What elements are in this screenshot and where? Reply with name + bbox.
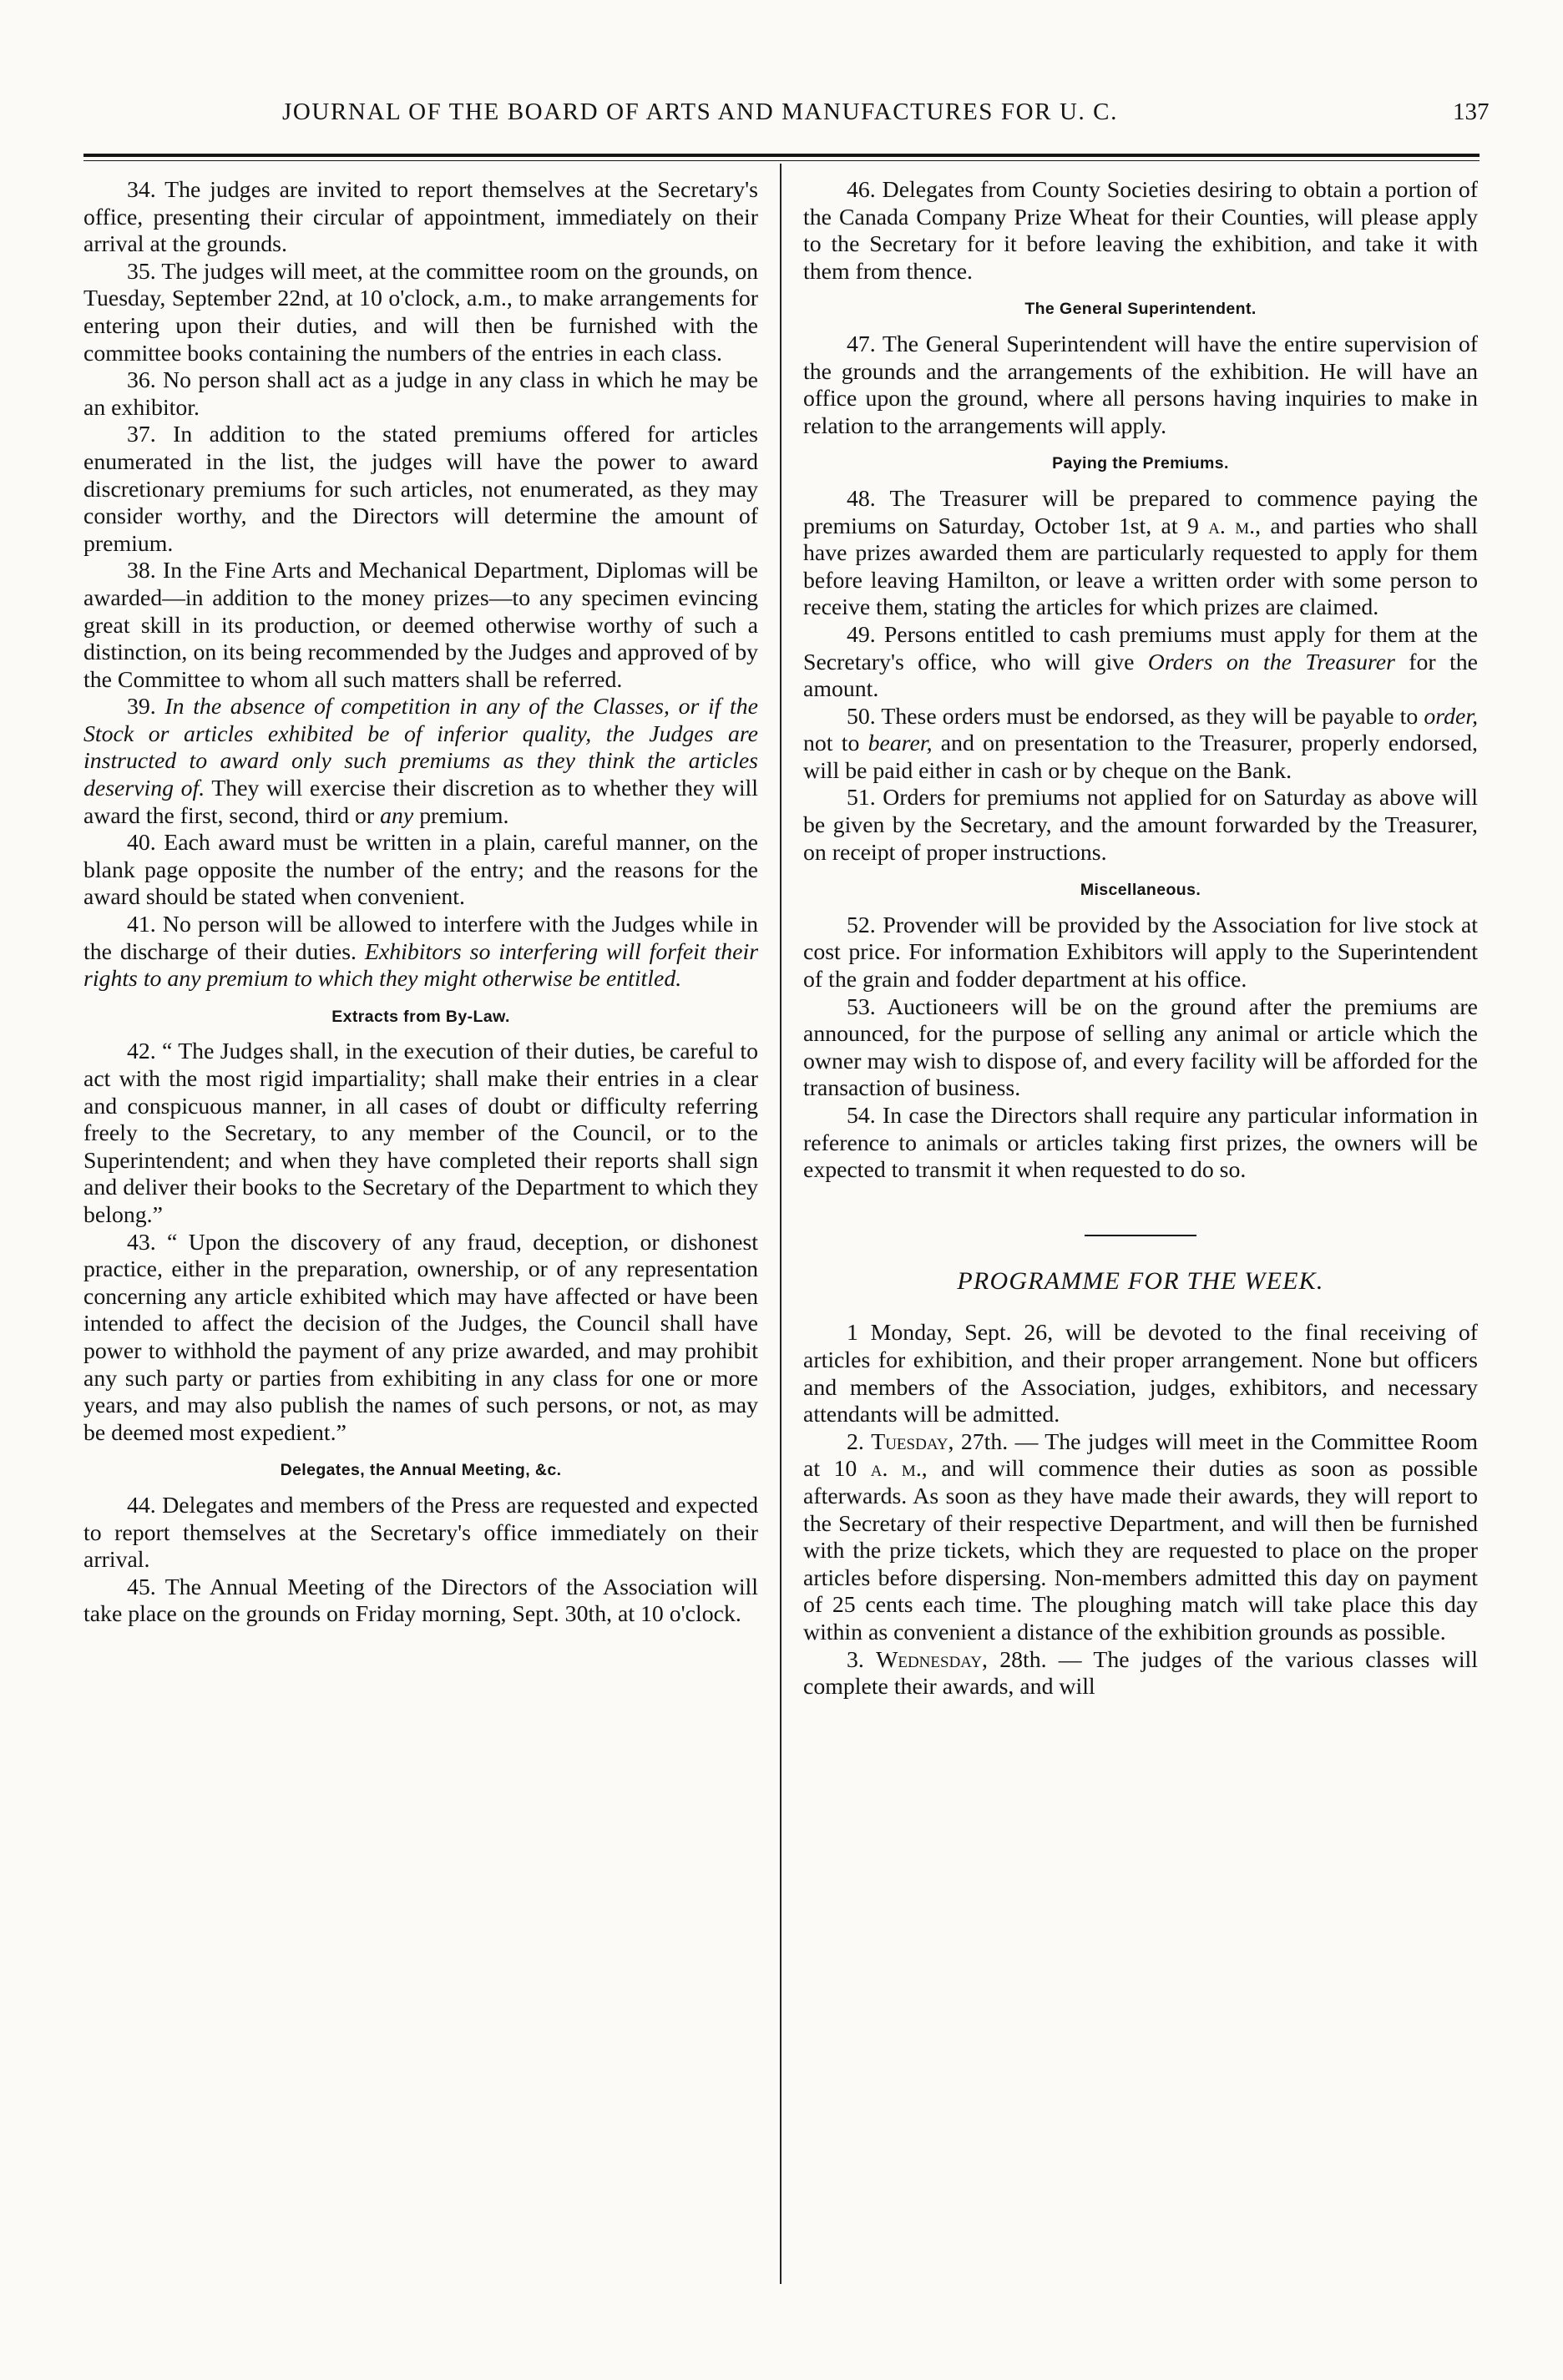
programme-item-2-text-a: , 27th. — The judges will meet in the Committee Room at 10 bbox=[803, 1428, 1478, 1483]
section-rule bbox=[1085, 1235, 1196, 1236]
programme-item-3 bbox=[803, 1647, 1478, 1701]
paragraph-48 bbox=[803, 486, 1478, 622]
running-head: JOURNAL OF THE BOARD OF ARTS AND MANUFACTURES FOR U. C. bbox=[282, 99, 1118, 125]
paragraph-51: 51. Orders for premiums not applied for on Saturday as above will be given by the Secretary, and the amount forwarded by the Treasurer, on receipt of proper instructions. bbox=[803, 785, 1478, 866]
paragraph-43: 43. “ Upon the discovery of any fraud, deception, or dishonest practice, either in the preparation, ownership, or of any representation concerning any article exhibited which may have affected or have been intended to affect the decision of the Judges, the Council shall have power to withhold the payment of any prize awarded, and may prohibit any such party or parties from exhibiting in any class for one or more years, and may also publish the names of such persons, or not, as may be deemed most expedient.” bbox=[83, 1229, 758, 1446]
page-number: 137 bbox=[1453, 99, 1490, 125]
heading-superintendent: The General Superintendent. bbox=[1024, 300, 1257, 319]
paragraph-41-text: 41. No person will be allowed to interfere with the Judges while in the discharge of their duties. bbox=[83, 912, 758, 965]
heading-delegates: Delegates, the Annual Meeting, &c. bbox=[280, 1461, 562, 1480]
paragraph-39-any: any bbox=[380, 802, 414, 829]
paragraph-41-italic: Exhibitors so interfering will forfeit their rights to any premium to which they might otherwise be entitled. bbox=[83, 938, 759, 993]
paragraph-44: 44. Delegates and members of the Press are requested and expected to report themselves at the Secretary's office immediately on their arrival. bbox=[83, 1492, 758, 1574]
paragraph-39-number: 39. bbox=[127, 694, 156, 720]
paragraph-39 bbox=[83, 694, 758, 830]
paragraph-49-text-a: 49. Persons entitled to cash premiums must apply for them at the Secretary's office, who will give bbox=[803, 621, 1478, 675]
heading-bylaw: Extracts from By-Law. bbox=[331, 1007, 510, 1026]
paragraph-53: 53. Auctioneers will be on the ground after the premiums are announced, for the purpose of selling any animal or article which the owner may wish to dispose of, and every facility will be afforded for the transaction of business. bbox=[803, 993, 1478, 1102]
paragraph-34: 34. The judges are invited to report themselves at the Secretary's office, presenting their circular of appointment, immediately on their arrival at the grounds. bbox=[83, 177, 758, 258]
header-rule-thick bbox=[83, 154, 1480, 157]
paragraph-39-end: premium. bbox=[419, 802, 509, 829]
paragraph-50-bearer: bearer, bbox=[867, 730, 933, 757]
paragraph-50-order: order, bbox=[1424, 703, 1479, 730]
paragraph-48-am: a. m. bbox=[1208, 513, 1256, 539]
programme-item-2-am: a. m. bbox=[870, 1456, 922, 1483]
paragraph-40: 40. Each award must be written in a plain, careful manner, on the blank page opposite the number of the entry; and the reasons for the award should be stated when convenient. bbox=[83, 830, 758, 911]
heading-miscellaneous: Miscellaneous. bbox=[1080, 881, 1201, 900]
paragraph-50-text-c: and on presentation to the Treasurer, properly endorsed, will be paid either in cash or by cheque on the Bank. bbox=[803, 730, 1479, 784]
programme-item-2-number: 2. bbox=[847, 1428, 864, 1455]
paragraph-48-text-a: 48. The Treasurer will be prepared to commence paying the premiums on Saturday, October 1st, at 9 bbox=[803, 485, 1478, 539]
paragraph-50-text-a: 50. These orders must be endorsed, as they will be payable to bbox=[847, 703, 1419, 730]
paragraph-49 bbox=[803, 622, 1478, 704]
paragraph-50 bbox=[803, 704, 1478, 786]
paragraph-47: 47. The General Superintendent will have the entire supervision of the grounds and the arrangements of the exhibition. He will have an office upon the ground, where all persons having inquiries to make in relation to the arrangements will apply. bbox=[803, 331, 1478, 439]
paragraph-41 bbox=[83, 912, 758, 993]
paragraph-39-italic: In the absence of competition in any of the Classes, or if the Stock or articles exhibited be of inferior quality, the Judges are instructed to award only such premiums as they think the articles deserving of. bbox=[83, 694, 759, 802]
heading-premiums: Paying the Premiums. bbox=[1052, 454, 1229, 473]
paragraph-49-italic: Orders on the Treasurer bbox=[1147, 649, 1395, 675]
paragraph-38: 38. In the Fine Arts and Mechanical Department, Diplomas will be awarded—in addition to the money prizes—to any specimen evincing great skill in its production, or deemed otherwise worthy of such a distinction, on its being recommended by the Judges and approved of by the Committee to whom all such matters shall be referred. bbox=[83, 558, 758, 693]
paragraph-54: 54. In case the Directors shall require any particular information in reference to animals or articles taking first prizes, the owners will be expected to transmit it when requested to do so. bbox=[803, 1103, 1478, 1184]
page-header bbox=[0, 99, 1563, 132]
left-column bbox=[83, 177, 758, 1629]
paragraph-45: 45. The Annual Meeting of the Directors of the Association will take place on the grounds on Friday morning, Sept. 30th, at 10 o'clock. bbox=[83, 1574, 758, 1628]
programme-item-2 bbox=[803, 1429, 1478, 1647]
paragraph-46: 46. Delegates from County Societies desiring to obtain a portion of the Canada Company Prize Wheat for their Counties, will please apply to the Secretary for it before leaving the exhibition, and take it with them from thence. bbox=[803, 177, 1478, 285]
paragraph-42: 42. “ The Judges shall, in the execution of their duties, be careful to act with the most rigid impartiality; shall make their entries in a clear and conspicuous manner, in all cases of doubt or difficulty referring freely to the Secretary, to any member of the Council, or to the Superintendent; and when they have completed their reports shall sign and deliver their books to the Secretary of the Department to which they belong.” bbox=[83, 1038, 758, 1228]
right-column bbox=[803, 177, 1478, 1701]
paragraph-35: 35. The judges will meet, at the committee room on the grounds, on Tuesday, September 22nd, at 10 o'clock, a.m., to make arrangements for entering upon their duties, and will then be furnished with the committee books containing the numbers of the entries in each class. bbox=[83, 258, 758, 366]
programme-item-2-text-b: , and will commence their duties as soon as possible afterwards. As soon as they have made their awards, they will report to the Secretary of their respective Department, and will then be furnished with the prize tickets, which they are requested to place on the proper articles before dispersing. Non-members admitted this day on payment of 25 cents each time. The ploughing match will take place this day within as convenient a distance of the exhibition grounds as possible. bbox=[803, 1456, 1478, 1645]
programme-item-3-day: Wednesday bbox=[876, 1646, 982, 1673]
paragraph-50-text-b: not to bbox=[803, 730, 860, 757]
paragraph-52: 52. Provender will be provided by the Association for live stock at cost price. For information Exhibitors will apply to the Superintendent of the grain and fodder department at his office. bbox=[803, 912, 1478, 993]
programme-item-3-text: , 28th. — The judges of the various classes will complete their awards, and will bbox=[803, 1646, 1478, 1700]
paragraph-36: 36. No person shall act as a judge in any class in which he may be an exhibitor. bbox=[83, 367, 758, 421]
paragraph-48-text-b: , and parties who shall have prizes awarded them are particularly requested to apply for them before leaving Hamilton, or leave a written order with some person to receive them, stating the articles for which prizes are claimed. bbox=[803, 513, 1478, 621]
paragraph-37: 37. In addition to the stated premiums offered for articles enumerated in the list, the judges will have the power to award discretionary premiums for such articles, not enumerated, as they may consider worthy, and the Directors will determine the amount of premium. bbox=[83, 422, 758, 557]
column-divider bbox=[780, 164, 782, 2284]
programme-item-3-number: 3. bbox=[847, 1646, 864, 1673]
programme-item-1: 1 Monday, Sept. 26, will be devoted to the final receiving of articles for exhibition, and their proper arrangement. None but officers and members of the Association, judges, exhibitors, and necessary attendants will be admitted. bbox=[803, 1320, 1478, 1428]
paragraph-49-text-b: for the amount. bbox=[803, 649, 1479, 703]
programme-title: PROGRAMME FOR THE WEEK. bbox=[957, 1266, 1324, 1295]
paragraph-39-text: They will exercise their discretion as to whether they will award the first, second, third or bbox=[83, 776, 758, 829]
header-rule-thin bbox=[83, 160, 1480, 161]
programme-item-2-day: Tuesday bbox=[871, 1428, 948, 1455]
